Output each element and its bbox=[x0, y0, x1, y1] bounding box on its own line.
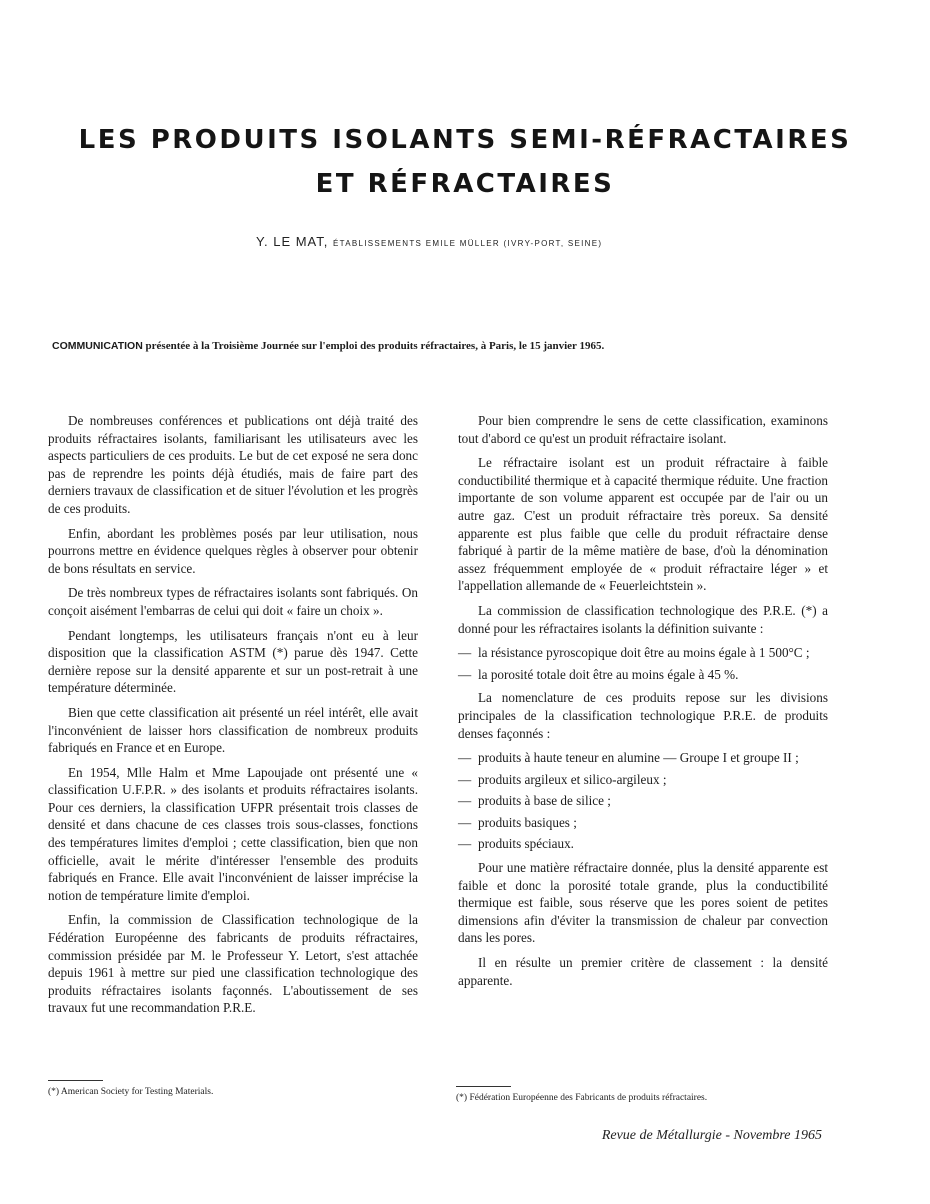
dash-marker: — bbox=[458, 793, 472, 809]
dash-marker: — bbox=[458, 814, 472, 830]
paragraph: Pendant longtemps, les utilisateurs français n'ont eu à leur disposition que la classification ASTM (*) parue dès 1947. Cette dernière repose sur la densité apparente et sur un post-retrait à une température déterminée. bbox=[48, 627, 418, 696]
footnote-text: (*) Fédération Européenne des Fabricants de produits réfractaires. bbox=[456, 1093, 708, 1103]
paragraph: En 1954, Mlle Halm et Mme Lapoujade ont présenté une « classification U.F.P.R. » des isolants et produits réfractaires isolants. Pour ces derniers, la classification UFPR présentait trois classes de densité et dans chacune de ces classes trois sous-classes, fonctions des températures limites d'emploi ; cette classification, bien que non officielle, avait le mérite d'intéresser l'ensemble des produits fabriqués en France. Elle avait l'inconvénient de laisser imprécise la notion de température limite d'emploi. bbox=[48, 764, 418, 903]
footnote-rule bbox=[456, 1086, 511, 1087]
dash-marker: — bbox=[458, 836, 472, 852]
group-item bbox=[458, 792, 828, 810]
dash-marker: — bbox=[458, 771, 472, 787]
author-affiliation: ÉTABLISSEMENTS EMILE MÜLLER (IVRY-PORT, SEINE) bbox=[333, 239, 603, 248]
paragraph: Enfin, la commission de Classification technologique de la Fédération Européenne des fabricants de produits réfractaires, commission présidée par M. le Professeur Y. Letort, s'est attachée depuis 1961 à mettre sur pied une classification technologique des produits réfractaires isolants façonnés. L'aboutissement de ses travaux fut une recommandation P.R.E. bbox=[48, 912, 418, 1016]
definition-item bbox=[458, 644, 828, 662]
group-item bbox=[458, 749, 828, 767]
group-text: produits spéciaux. bbox=[478, 836, 574, 852]
paragraph: Pour bien comprendre le sens de cette classification, examinons tout d'abord ce qu'est un produit réfractaire isolant. bbox=[458, 413, 828, 446]
footnote-text: (*) American Society for Testing Materials. bbox=[48, 1087, 214, 1097]
paragraph: Il en résulte un premier critère de classement : la densité apparente. bbox=[458, 955, 828, 988]
group-text: produits à haute teneur en alumine — Groupe I et groupe II ; bbox=[478, 750, 799, 766]
article-title bbox=[0, 118, 930, 206]
communication-note bbox=[52, 340, 604, 352]
paragraph: Le réfractaire isolant est un produit réfractaire à faible conductibilité thermique et à capacité thermique réduite. Une fraction importante de son volume apparent est occupée par de l'air ou un autre gaz. C'est un produit réfractaire très poreux. Sa densité apparente est plus faible que celle du produit réfractaire dense fabriqué à partir de la même matière de base, d'où la dénomination assez fréquemment employée de « produit réfractaire léger » et l'appellation allemande de « Feuerleichtstein ». bbox=[458, 455, 828, 594]
paragraph: La commission de classification technologique des P.R.E. (*) a donné pour les réfractaires isolants la définition suivante : bbox=[458, 602, 828, 636]
footnote-rule bbox=[48, 1080, 103, 1081]
paragraph: Enfin, abordant les problèmes posés par leur utilisation, nous pourrons mettre en évidence quelques règles à observer pour obtenir de bons résultats en service. bbox=[48, 525, 418, 576]
group-text: produits à base de silice ; bbox=[478, 793, 611, 809]
byline bbox=[256, 234, 602, 249]
footnote-left bbox=[48, 1080, 213, 1097]
right-column bbox=[458, 412, 828, 996]
group-text: produits argileux et silico-argileux ; bbox=[478, 771, 667, 787]
group-item bbox=[458, 814, 828, 832]
definition-text: la porosité totale doit être au moins égale à 45 %. bbox=[478, 666, 739, 682]
journal-footer: Revue de Métallurgie - Novembre 1965 bbox=[601, 1128, 822, 1143]
group-item bbox=[458, 835, 828, 853]
title-line-1: LES PRODUITS ISOLANTS SEMI-RÉFRACTAIRES bbox=[78, 125, 852, 155]
paragraph: De très nombreux types de réfractaires isolants sont fabriqués. On conçoit aisément l'embarras de celui qui doit « faire un choix ». bbox=[48, 585, 418, 618]
communication-lead: COMMUNICATION bbox=[52, 340, 143, 352]
dash-marker: — bbox=[458, 645, 472, 661]
paragraph: Bien que cette classification ait présenté un réel intérêt, elle avait l'inconvénient de laisser hors classification de nombreux produits fabriqués en France et en Europe. bbox=[48, 704, 418, 756]
footnote-right bbox=[456, 1086, 707, 1103]
dash-marker: — bbox=[458, 666, 472, 682]
definition-item bbox=[458, 666, 828, 684]
dash-marker: — bbox=[458, 750, 472, 766]
paragraph: De nombreuses conférences et publications ont déjà traité des produits réfractaires isolants, familiarisant les utilisateurs avec les aspects particuliers de ces produits. Le but de cet exposé ne sera donc pas de reprendre les points déjà étudiés, mais de faire part des derniers travaux de classification et de situer l'évolution et les progrès de ces produits. bbox=[48, 413, 418, 516]
communication-text: présentée à la Troisième Journée sur l'emploi des produits réfractaires, à Paris, le 15 janvier 1965. bbox=[145, 340, 605, 352]
paragraph: Pour une matière réfractaire donnée, plus la densité apparente est faible et donc la porosité totale grande, plus la conductibilité thermique est faible, sous réserve que les pores soient de petites dimensions afin d'éviter la transmission de chaleur par convection dans les pores. bbox=[458, 860, 828, 946]
left-column bbox=[48, 412, 418, 1024]
author-name: Y. LE MAT, bbox=[256, 234, 329, 249]
group-text: produits basiques ; bbox=[478, 814, 577, 830]
title-line-2: ET RÉFRACTAIRES bbox=[315, 169, 615, 199]
paragraph: La nomenclature de ces produits repose sur les divisions principales de la classification technologique P.R.E. de produits denses façonnés : bbox=[458, 690, 828, 741]
definition-text: la résistance pyroscopique doit être au moins égale à 1 500°C ; bbox=[478, 645, 810, 661]
group-item bbox=[458, 771, 828, 789]
